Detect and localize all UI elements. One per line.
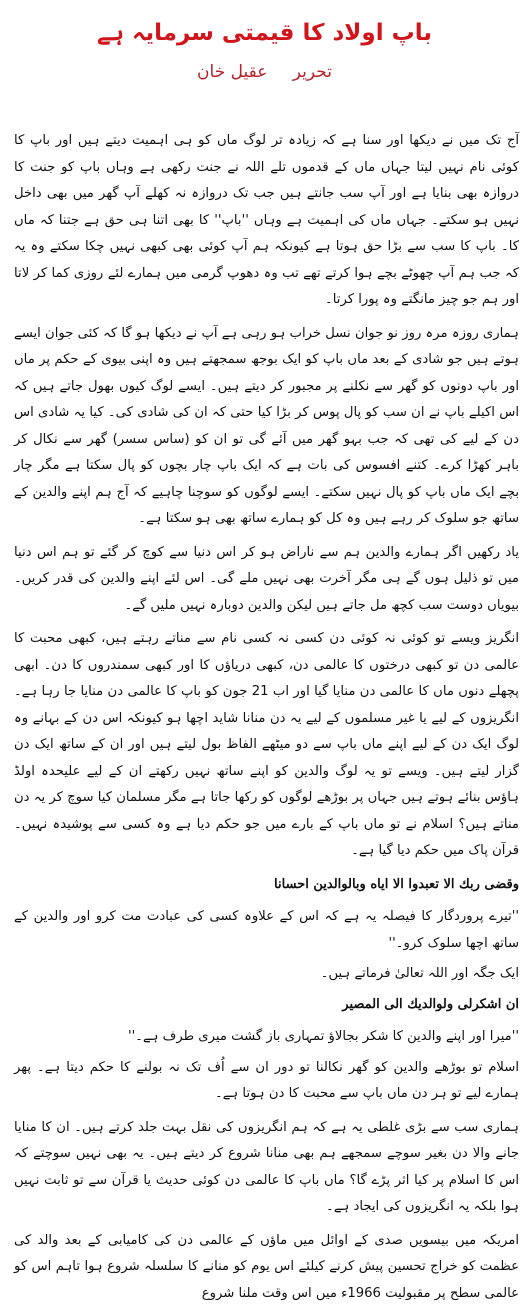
byline-label: تحریر — [292, 62, 332, 82]
paragraph-5: اسلام تو بوڑھے والدین کو گھر نکالنا تو دور ان سے اُف تک نہ بولنے کا حکم دیتا ہے۔ پھر ہمارے لیے تو ہر دن ماں باپ سے محبت کا دن ہوتا ہے۔ — [14, 1059, 519, 1101]
quran-verse: وقضى ربك الا تعبدوا الا اياه وبالوالدين احسانا — [274, 876, 519, 892]
paragraph-2: ہماری روزہ مرہ روز نو جوان نسل خراب ہو رہی ہے آپ نے دیکھا ہو گا کہ کئی جوان ایسے ہوتے ہیں جو شادی کے بعد ماں باپ کو ایک بوجھ سمجھتے ہیں وہ اپنی بیوی کے حکم پر ماں اور باپ دونوں کو گھر سے نکلنے پر مجبور کر دیتے ہیں۔ ایسے لوگ کیوں بھول جاتے ہیں کہ اس اکیلے باپ نے ان سب کو پال پوس کر بڑا کیا حتی کہ ان کی شادی کی۔ کیا یہ شادی اس دن کے لیے کی تھی کہ جب بہو گھر میں آئے گی تو ان کو (ساس سسر) گھر سے نکال کر باہر کھڑا کرے۔ کتنے افسوس کی بات ہے کہ ایک باپ چار بچوں کو پال سکتا ہے مگر چار بچے ایک ماں باپ کو پال نہیں سکتے۔ ایسے لوگوں کو سوچنا چاہیے کہ آج ہم اپنے والدین کے ساتھ جو سلوک کر رہے ہیں وہ کل کو ہمارے ساتھ بھی ہو سکتا ہے۔ — [14, 325, 519, 526]
author-name: عقیل خان — [197, 62, 268, 82]
verse-translation-2: ''میرا اور اپنے والدین کا شکر بجالاؤ تمہاری باز گشت میری طرف ہے۔'' — [128, 1029, 519, 1044]
paragraph-7: امریکہ میں بیسویں صدی کے اوائل میں ماؤں کے عالمی دن کی کامیابی کے بعد والد کی عظمت کو خراج تحسین پیش کرنے کیلئے اس یوم کو منانے کا سلسلہ شروع ہوا تاہم اس کو عالمی سطح پر مقبولیت 1966ء میں اس وقت ملنا شروع — [14, 1232, 519, 1301]
quran-verse-2: ان اشكرلى ولوالديك الى المصير — [342, 996, 519, 1012]
verse-translation: ''تیرے پروردگار کا فیصلہ یہ ہے کہ اس کے علاوہ کسی کی عبادت مت کرو اور والدین کے ساتھ اچھا سلوک کرو۔'' — [14, 909, 519, 951]
paragraph-6: ہماری سب سے بڑی غلطی یہ ہے کہ ہم انگریزوں کی نقل بہت جلد کرتے ہیں۔ ان کا منایا جانے والا دن بغیر سوچے سمجھے ہم بھی منانا شروع کر دیتے ہیں۔ یہ بھی نہیں سوچتے کہ اس کا اسلام پر کیا اثر پڑے گا؟ ماں باپ کا عالمی دن کوئی حدیث یا قرآن سے تو ثابت نہیں ہوا بلکہ یہ انگریزوں کی ایجاد ہے۔ — [14, 1119, 519, 1214]
paragraph-1: آج تک میں نے دیکھا اور سنا ہے کہ زیادہ تر لوگ ماں کو ہی اہمیت دیتے ہیں اور باپ کا کوئی نام نہیں لیتا جہاں ماں کے قدموں تلے اللہ نے جنت رکھی ہے وہاں باپ کو جنت کا دروازہ بھی بنایا ہے اور آپ سب جانتے ہیں جب تک دروازہ نہ کھلے آپ گھر میں بھی داخل نہیں ہو سکتے۔ جہاں ماں کی اہمیت ہے وہاں ''باپ'' کا بھی اتنا ہی حق ہے جتنا کہ ماں کا۔ باپ کا سب سے بڑا حق ہوتا ہے کیونکہ ہم آپ کوئی بھی کبھی نہیں چکا سکتے وہ یہ کہ جب ہم آپ چھوٹے بچے ہوا کرتے تھے تب وہ دھوپ گرمی میں ہمارے لئے روزی کما کر لاتا اور ہم جو چیز مانگتے وہ پورا کرتا۔ — [14, 133, 519, 307]
article-body — [14, 128, 519, 1314]
another-place-text: ایک جگہ اور اللہ تعالیٰ فرماتے ہیں۔ — [320, 966, 519, 981]
byline — [0, 60, 529, 84]
article-title: باپ اولاد کا قیمتی سرمایہ ہے — [97, 20, 432, 46]
paragraph-4: انگریز ویسے تو کوئی نہ کوئی دن کسی نہ کسی نام سے مناتے رہتے ہیں، کبھی محبت کا عالمی دن تو کبھی درختوں کا عالمی دن، کبھی دریاؤں کا اور کبھی سمندروں کا دن۔ ابھی پچھلے دنوں ماں کا عالمی دن منایا گیا اور اب 21 جون کو باپ کا عالمی دن منایا جا رہا ہے۔ انگریزوں کے لیے یا غیر مسلموں کے لیے یہ دن منانا شاید اچھا ہو کیونکہ اس دن کے بہانے وہ لوگ ایک دن کے لیے اپنے ماں باپ سے دو میٹھے الفاظ بول لیتے ہیں اور ان کے ساتھ ایک دن گزار لیتے ہیں۔ ویسے تو یہ لوگ والدین کو اپنے ساتھ نہیں رکھتے ان کے لیے علیحدہ اولڈ ہاؤس بنائے ہوتے ہیں جہاں پر بوڑھے لوگوں کو رکھا جاتا ہے مگر مسلمان کیا سوچ کر یہ دن مناتے ہیں؟ اسلام نے تو ماں باپ کے بارے میں جو حکم دیا ہے وہ کسی سے پوشیدہ نہیں۔ قرآن پاک میں حکم دیا گیا ہے۔ — [14, 631, 519, 858]
paragraph-3: یاد رکھیں اگر ہمارے والدین ہم سے ناراض ہو کر اس دنیا سے کوچ کر گئے تو ہم اس دنیا میں تو ذلیل ہوں گے ہی مگر آخرت بھی نہیں ملے گی۔ اس لئے اپنے والدین کی قدر کریں۔ بیویاں دوست سب کچھ مل جاتے ہیں لیکن والدین دوبارہ نہیں ملیں گے۔ — [14, 544, 519, 613]
